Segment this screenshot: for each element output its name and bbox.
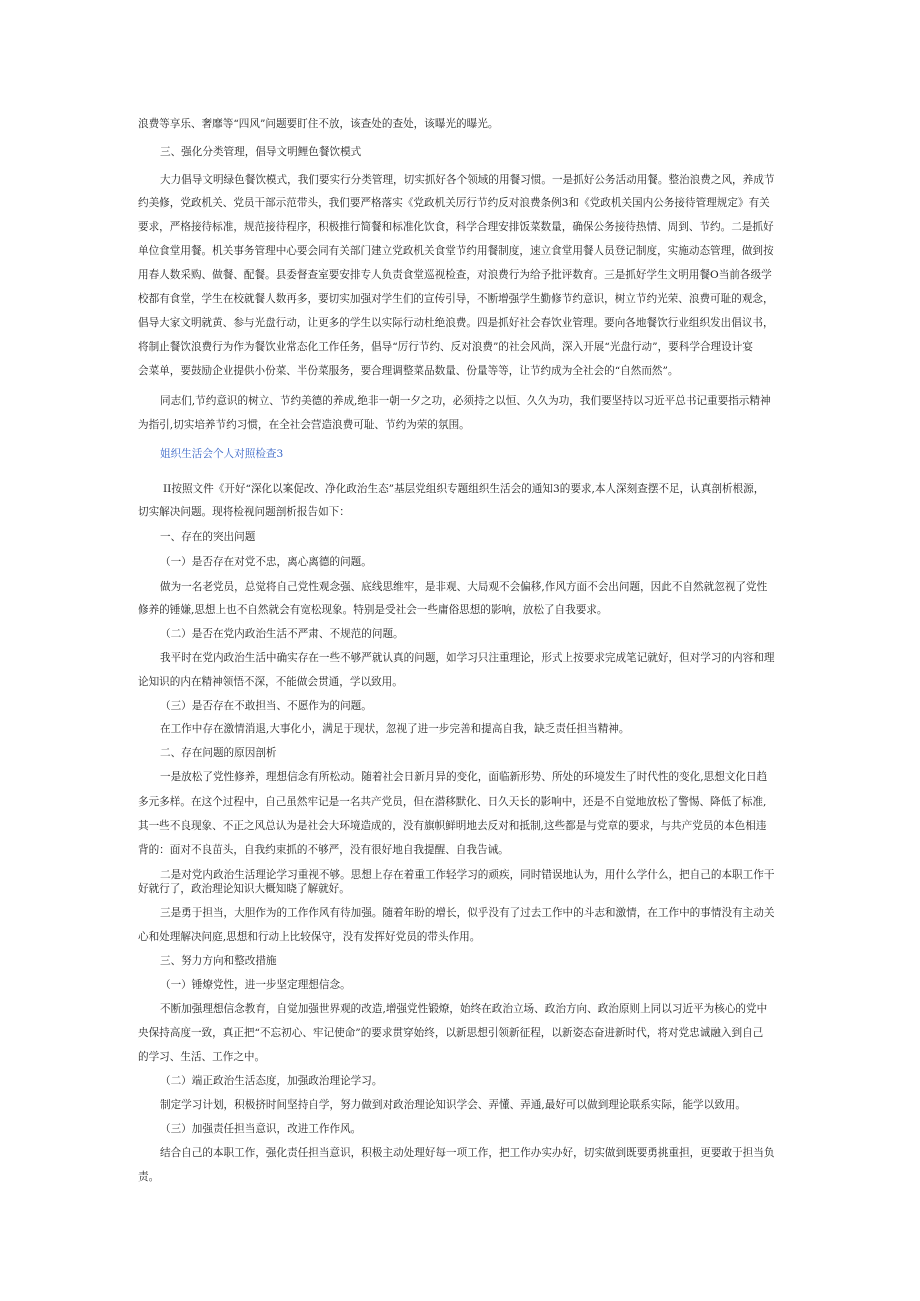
subsection-heading: （二）端正政治生活态度，加强政治理论学习。	[160, 1075, 383, 1087]
section-heading: 二、存在问题的原因剖析	[160, 747, 277, 759]
text-line: 切实解决问题。现将检视问题剖析报告如下：	[138, 506, 350, 518]
text-line: 心和处理解决问庭,思想和行动上比较保守，没有发挥好党员的带头作用。	[138, 931, 481, 943]
text-line: 浪费等享乐、奢靡等“四风”问题要盯住不放，该查处的查处，该曝光的曝光。	[138, 118, 499, 130]
section-heading: 三、强化分类管理，倡导文明鲤色餐饮模式	[160, 146, 362, 158]
text-line: 二是对党内政治生活理论学习重视不够。思想上存在着重工作轻学习的顽疾，同时错误地认为，用什么学什么，把自己的本职工作干	[160, 869, 775, 881]
text-line: 论知识的内在精神领悟不深，不能做会贯通，学以致用。	[138, 676, 403, 688]
text-line: 责。	[138, 1171, 160, 1183]
text-line: 在工作中存在激情消退,大事化小，满足于现状，忽视了进一步完善和提高自我，缺乏责任担当精神。	[160, 723, 630, 735]
subsection-heading: （一）锤燎党性，进一步坚定理想信念。	[160, 979, 351, 991]
text-line: 会菜单，要鼓励企业提供小份菜、半份菜服务，要合理调整菜品数量、份量等等，让节约成为全社会的“自然而然”。	[138, 365, 679, 377]
text-line: 背的：面对不良苗头，自我约束抓的不够严，没有很好地自我提醒、自我告诫。	[138, 844, 509, 856]
subsection-heading: （三）加强责任担当意识，改进工作作风。	[160, 1123, 362, 1135]
text-line: 同志们,节约意识的树立、节约美德的养成,绝非一朝一夕之功，必须持之以恒、久久为功，我们要坚持以习近平总书记重要指示精神	[160, 395, 771, 407]
text-line: 修养的锤嫌,思想上也不自然就会有宽松现象。特别是受社会一些庸俗思想的影响，放松了自我要求。	[138, 604, 608, 616]
text-line: 要求，严格接待标准，规范接待程序，积极推行简餐和标准化饮食，科学合理安排饭菜数量，确保公务接待热情、周到、节约。二是抓好	[138, 221, 774, 233]
text-line: 央保持高度一致，真正把“不忘初心、牢记使命”的要求贯穿始终，以新思想引领新征程，以新姿态奋进新时代，将对党忠诚融入到自己	[138, 1027, 764, 1039]
text-line: 校都有食堂，学生在校就餐人数再多，要切实加强对学生们的宣传引导，不断增强学生勤修节约意识，树立节约光荣、浪费可耻的观念，	[138, 293, 774, 305]
text-line: 其一些不良现象、不正之风总认为是社会大环境造成的，没有旗帜鲜明地去反对和抵制,这些都是与党章的要求，与共产党员的本色相违	[138, 820, 767, 832]
text-line: 不断加强理想信念教育，自觉加强世界观的改造,增强党性锻燎，始终在政治立场、政治方向、政治原则上同以习近平为核心的党中	[160, 1003, 768, 1015]
text-line: 大力倡导文明绿色餐饮模式，我们要实行分类管理，切实抓好各个领域的用餐习惯。一是抓好公务活动用餐。整治浪费之风，养成节	[160, 174, 775, 186]
section-heading: 三、努力方向和整改措施	[160, 955, 277, 967]
text-line: 将制止餐饮浪费行为作为餐饮业常态化工作任务，倡导“厉行节约、反对浪费”的社会风尚，深入开展“光盘行动”，要科学合理设计宴	[138, 341, 753, 353]
text-line: 的学习、生活、工作之中。	[138, 1051, 266, 1063]
text-line: 三是勇于担当，大胆作为的工作作风有待加强。随着年盼的增长，似乎没有了过去工作中的斗志和激情，在工作中的事情没有主动关	[160, 907, 775, 919]
subsection-heading: （三）是否存在不敢担当、不愿作为的问题。	[160, 700, 372, 712]
text-line: 结合自己的本职工作，强化责任担当意识，积极主动处理好每一项工作，把工作办实办好，切实做到既要勇挑重担，更要敢于担当负	[160, 1147, 775, 1159]
text-line: II按照文件《开好“深化以案促改、净化政治生态”基层党组织专题组织生活会的通知3的要求,本人深刻查摆不足，认真剖析根源，	[163, 483, 765, 495]
section-heading: 一、存在的突出问题	[160, 531, 256, 543]
text-line: 为指引,切实培养节约习惯，在全社会营造浪费可耻、节约为荣的氛围。	[138, 419, 470, 431]
text-line: 制定学习计划，积极挤时间坚持自学，努力做到对政治理论知识学会、弄懂、弄通,最好可以做到理论联系实际，能学以致用。	[160, 1099, 747, 1111]
text-line: 多元多样。在这个过程中，自己虽然牢记是一名共产党员，但在潜移默化、日久天长的影响中，还是不自觉地放松了警惕、降低了标准,	[138, 796, 767, 808]
text-line: 做为一名老党员，总觉将自己党性观念强、底线思维牢，是非观、大局观不会偏移,作风方面不会出问题，因此不自然就忽视了党性	[160, 581, 768, 593]
document-title-link[interactable]: 姐织生活会个人对照检查3	[160, 448, 284, 460]
subsection-heading: （一）是否存在对党不忠，离心离德的问题。	[160, 556, 372, 568]
subsection-heading: （二）是否在党内政治生活不严肃、不规范的问题。	[160, 628, 404, 640]
text-line: 好就行了，政治理论知识大概知晓了解就好。	[138, 883, 350, 895]
text-line: 一是放松了党性修养，理想信念有所松动。随着社会日新月异的变化，面临新形势、所处的环境发生了时代性的变化,思想文化日趋	[160, 771, 768, 783]
text-line: 我平时在党内政治生活中确实存在一些不够严就认真的问题，如学习只注重理论，形式上按要求完成笔记就好，但对学习的内容和理	[160, 652, 775, 664]
text-line: 单位食堂用餐。机关事务管理中心要会同有关部门建立党政机关食堂节约用餐制度，速立食堂用餐人员登记制度，实施动态管理，做到按	[138, 245, 774, 257]
text-line: 倡导大家文明就黄、参与光盘行动，让更多的学生以实际行动杜绝浪费。四是抓好社会春饮业管理。要向各地餐饮行业组织发出倡议书，	[138, 317, 774, 329]
text-line: 用春人数采购、做餐、配餐。县委督查室要安排专人负责食堂巡视检查，对浪费行为给予批评数育。三是抓好学生文明用餐O当前各级学	[138, 269, 772, 281]
text-line: 约美修，党政机关、党员干部示范带头，我们要严格落实《党政机关厉行节约反对浪费条例3和《党政机关国内公务接待管理规定》有关	[138, 197, 770, 209]
